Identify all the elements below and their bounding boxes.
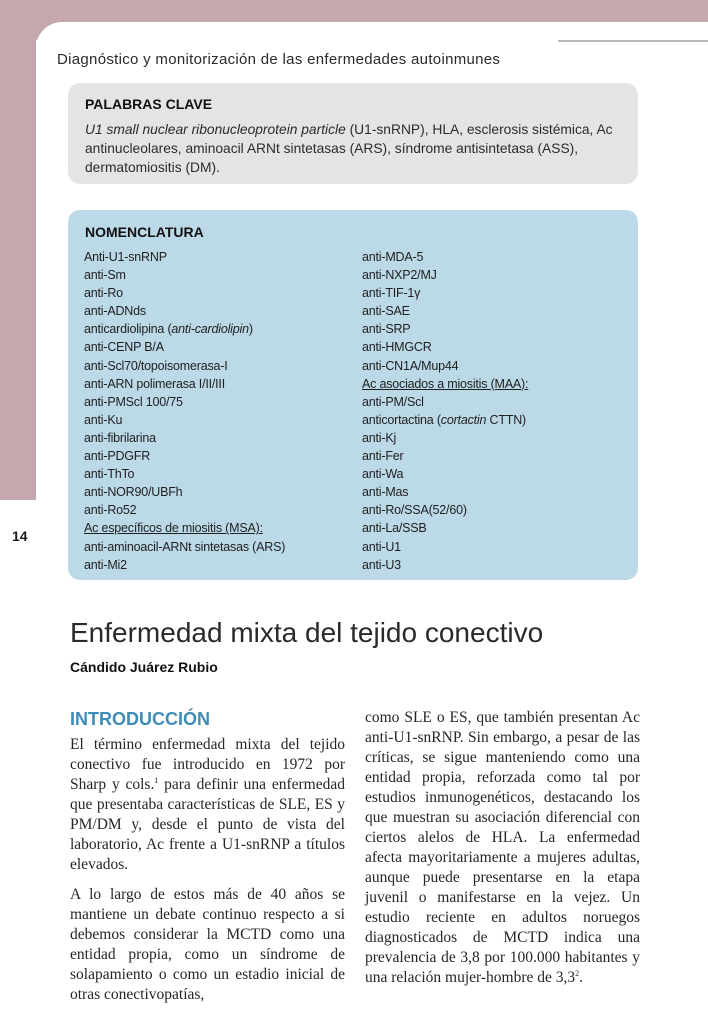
nomenclature-item: anti-U1 (362, 539, 401, 554)
nomenclature-item: anti-Ku (84, 412, 123, 427)
keywords-title: PALABRAS CLAVE (85, 96, 213, 112)
nomenclature-item: anti-CENP B/A (84, 340, 164, 355)
nomenclature-item: anti-Mi2 (84, 557, 127, 572)
nomenclature-item: anti-U3 (362, 557, 401, 572)
nomenclature-item: anti-PMScl 100/75 (84, 394, 183, 409)
left-decorative-bar (0, 0, 36, 500)
nomenclature-item: anti-Mas (362, 485, 409, 500)
nomenclature-italic-term: cortactin (440, 412, 487, 427)
nomenclature-box (68, 210, 638, 580)
keywords-text (85, 120, 621, 177)
nomenclature-item: anti-Ro (84, 286, 123, 301)
keywords-box (68, 83, 638, 184)
nomenclature-item: anti-ARN polimerasa I/II/III (84, 376, 225, 391)
body-column-left (70, 735, 345, 1015)
nomenclature-subheading: Ac asociados a miositis (MAA): (362, 376, 529, 391)
running-title: Diagnóstico y monitorización de las enfermedades autoinmunes (57, 51, 501, 68)
author-name: Cándido Juárez Rubio (70, 659, 218, 675)
nomenclature-item: anti-HMGCR (362, 340, 432, 355)
nomenclature-item: anti-PDGFR (84, 449, 151, 464)
page-number: 14 (12, 528, 28, 544)
nomenclature-item: anti-Fer (362, 449, 404, 464)
nomenclature-item: anti-Ro52 (84, 503, 137, 518)
nomenclature-item: anti-ADNds (84, 304, 146, 319)
article-title: Enfermedad mixta del tejido conectivo (70, 617, 544, 648)
nomenclature-subheading: Ac específicos de miositis (MSA): (84, 521, 263, 536)
keywords-rest: (U1-snRNP), HLA, esclerosis sistémica, Ac antinucleolares, aminoacil ARNt sintetasas (ARS), síndrome antisintetasa (ASS), dermatomiositis (DM). (85, 122, 613, 175)
nomenclature-right-column (362, 248, 528, 574)
nomenclature-item: anti-fibrilarina (84, 430, 156, 445)
nomenclature-item: anti-MDA-5 (362, 250, 424, 264)
body-paragraph: A lo largo de estos más de 40 años se mantiene un debate continuo respecto a si debemos considerar la MCTD como una entidad propia, como un síndrome de solapamiento o como un estadio inicial de otras conectivopatías, (70, 886, 345, 1003)
header-rule (558, 40, 708, 42)
nomenclature-item: anti-Wa (362, 467, 404, 482)
body-paragraph (70, 735, 345, 875)
nomenclature-left-column (84, 248, 285, 574)
nomenclature-item: anti-NXP2/MJ (362, 268, 437, 283)
nomenclature-item: Anti-U1-snRNP (84, 250, 167, 264)
nomenclature-item: anti-Kj (362, 430, 397, 445)
nomenclature-title: NOMENCLATURA (85, 224, 204, 240)
nomenclature-item: anti-Ro/SSA(52/60) (362, 503, 467, 518)
nomenclature-item: anti-Sm (84, 268, 126, 283)
reference-marker: 2 (575, 968, 580, 978)
nomenclature-italic-term: anti-cardiolipin (171, 322, 249, 337)
section-heading: INTRODUCCIÓN (70, 709, 210, 729)
nomenclature-item: anti-SAE (362, 304, 410, 319)
nomenclature-item: anti-CN1A/Mup44 (362, 358, 459, 373)
body-paragraph (365, 708, 640, 988)
paragraph-text: El término enfermedad mixta del tejido conectivo fue introducido en 1972 por Sharp y cols. (70, 736, 345, 793)
nomenclature-item: anti-ThTo (84, 467, 135, 482)
paragraph-text: . (579, 969, 584, 986)
nomenclature-item: anti-TIF-1γ (362, 286, 421, 301)
nomenclature-item: anti-La/SSB (362, 521, 427, 536)
nomenclature-item: anti-PM/Scl (362, 394, 424, 409)
paragraph-text: para definir una enfermedad que presentaba características de SLE, ES y PM/DM y, desde el punto de vista del laboratorio, Ac frente a U1-snRNP a títulos elevados. (70, 776, 345, 873)
nomenclature-item: anticortactina (cortactin CTTN) (362, 412, 527, 427)
body-column-right (365, 708, 640, 998)
nomenclature-item: anticardiolipina (anti-cardiolipin) (84, 322, 253, 337)
keywords-italic-lead: U1 small nuclear ribonucleoprotein particle (85, 122, 346, 137)
nomenclature-item: anti-NOR90/UBFh (84, 485, 183, 500)
paragraph-text: como SLE o ES, que también presentan Ac anti-U1-snRNP. Sin embargo, a pesar de las críticas, se sigue manteniendo como una entidad propia, reforzada como tal por estudios inmunogenéticos, destacando los que muestran su asociación diferencial con ciertos alelos de HLA. La enfermedad afecta mayoritariamente a mujeres adultas, aunque puede presentarse en la etapa juvenil o manifestarse en la vejez. Un estudio reciente en adultos noruegos diagnosticados de MCTD indica una prevalencia de 3,8 por 100.000 habitantes y una relación mujer-hombre de 3,3 (365, 709, 640, 986)
nomenclature-item: anti-aminoacil-ARNt sintetasas (ARS) (84, 539, 286, 554)
nomenclature-item: anti-Scl70/topoisomerasa-I (84, 358, 228, 373)
reference-marker: 1 (154, 775, 159, 785)
nomenclature-item: anti-SRP (362, 322, 411, 337)
